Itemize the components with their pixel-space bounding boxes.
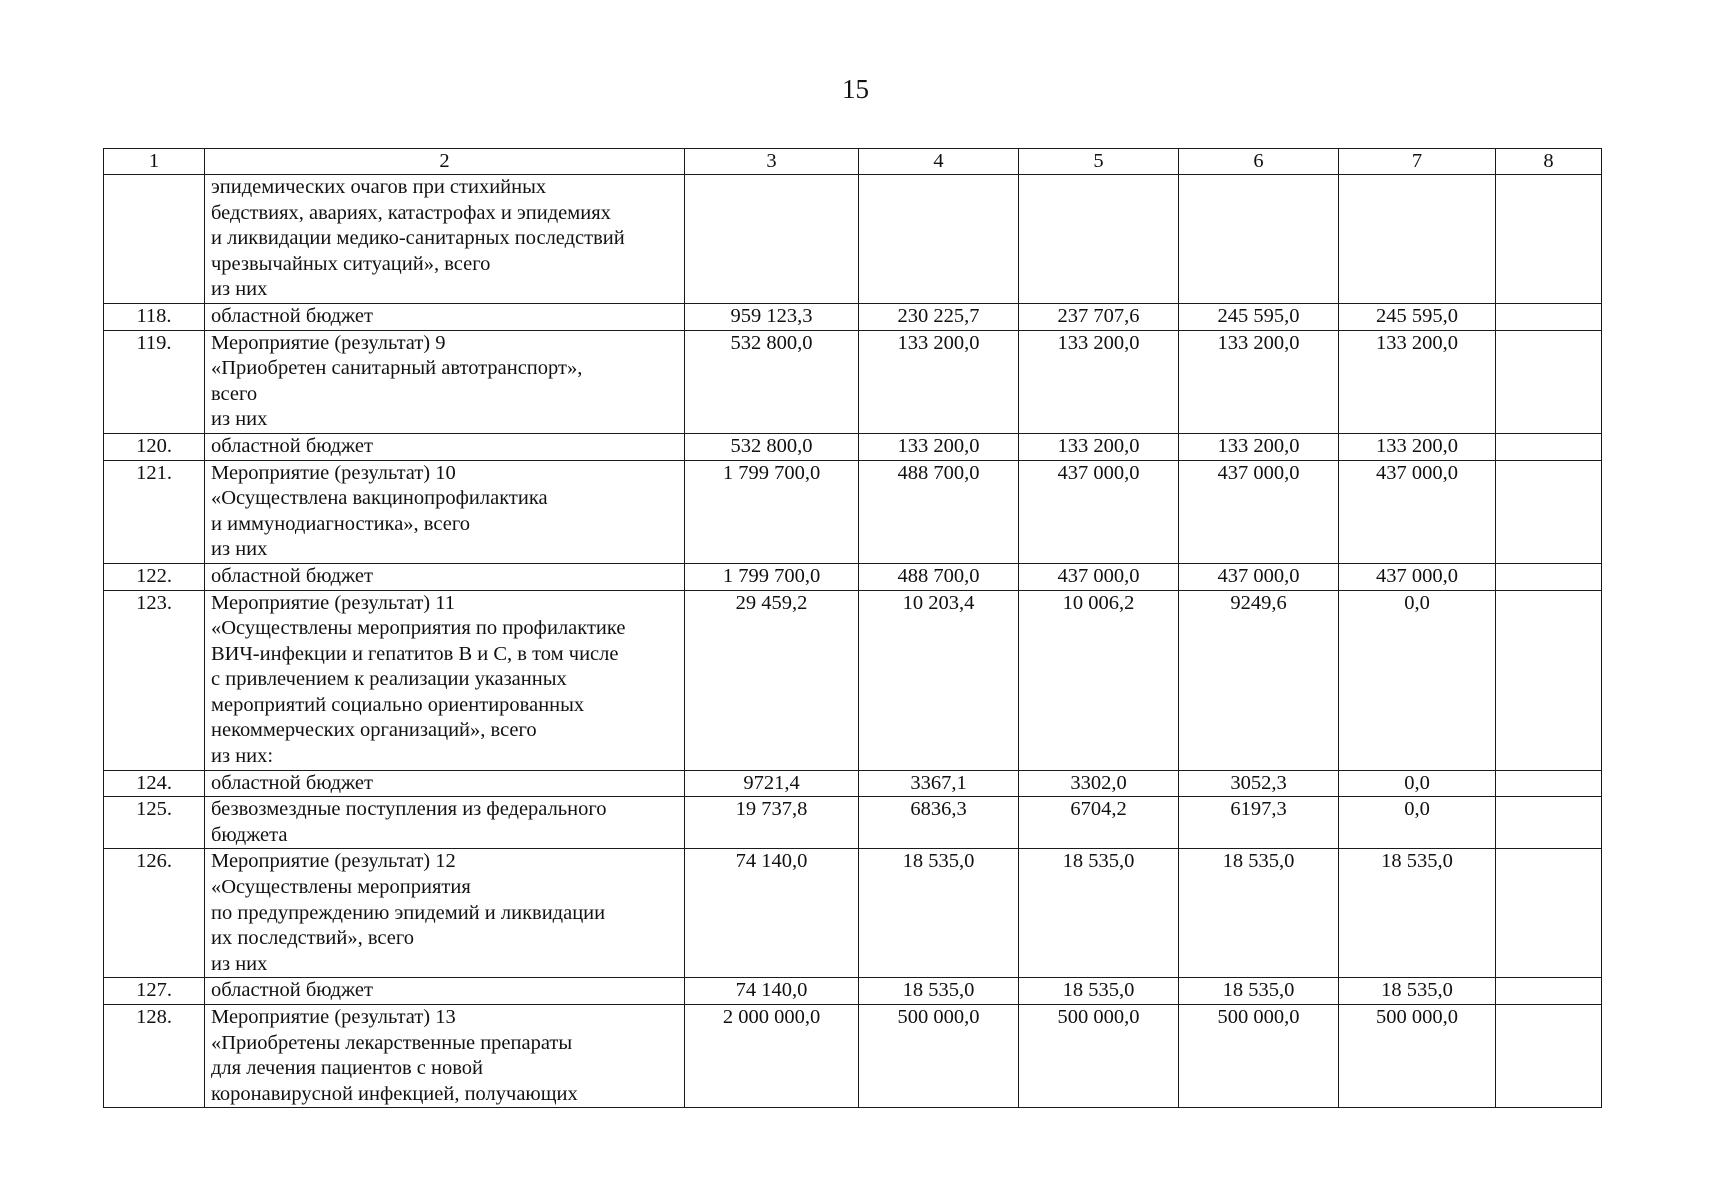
value-cell-col-7: 500 000,0 — [1339, 1005, 1496, 1108]
budget-table — [103, 148, 1602, 1108]
value-cell-col-3: 74 140,0 — [685, 978, 859, 1005]
table-row — [104, 1005, 1602, 1108]
row-description — [205, 978, 685, 1005]
value-cell-col-4 — [859, 175, 1019, 304]
value-cell-col-4: 18 535,0 — [859, 849, 1019, 978]
value-cell-col-3: 959 123,3 — [685, 303, 859, 330]
row-number: 123. — [104, 590, 205, 770]
page-number: 15 — [842, 74, 869, 104]
value-cell-col-5 — [1019, 175, 1179, 304]
table-row — [104, 978, 1602, 1005]
value-cell-col-3: 29 459,2 — [685, 590, 859, 770]
value-cell-col-3: 1 799 700,0 — [685, 460, 859, 563]
description-line: из них — [211, 408, 268, 431]
value-cell-col-7: 18 535,0 — [1339, 849, 1496, 978]
row-number: 120. — [104, 433, 205, 460]
value-cell-col-8 — [1496, 797, 1602, 849]
value-cell-col-7: 0,0 — [1339, 797, 1496, 849]
table-row — [104, 460, 1602, 563]
description-line: областной бюджет — [211, 434, 373, 457]
description-line: для лечения пациентов с новой — [211, 1057, 483, 1080]
row-number — [104, 175, 205, 304]
description-line: безвозмездные поступления из федерального — [211, 798, 607, 821]
row-description — [205, 590, 685, 770]
row-description — [205, 330, 685, 433]
value-cell-col-5: 437 000,0 — [1019, 563, 1179, 590]
table-row — [104, 433, 1602, 460]
description-line: и иммунодиагностика», всего — [211, 512, 470, 535]
row-number: 119. — [104, 330, 205, 433]
table-row — [104, 563, 1602, 590]
table-row — [104, 590, 1602, 770]
description-line: «Приобретены лекарственные препараты — [211, 1031, 573, 1054]
value-cell-col-5: 437 000,0 — [1019, 460, 1179, 563]
value-cell-col-5: 6704,2 — [1019, 797, 1179, 849]
value-cell-col-3: 532 800,0 — [685, 330, 859, 433]
value-cell-col-8 — [1496, 590, 1602, 770]
value-cell-col-7: 437 000,0 — [1339, 563, 1496, 590]
value-cell-col-4: 6836,3 — [859, 797, 1019, 849]
table-row — [104, 849, 1602, 978]
description-line: и ликвидации медико-санитарных последствий — [211, 227, 625, 250]
value-cell-col-8 — [1496, 303, 1602, 330]
value-cell-col-5: 133 200,0 — [1019, 433, 1179, 460]
description-line: мероприятий социально ориентированных — [211, 693, 585, 716]
row-number: 127. — [104, 978, 205, 1005]
column-header: 4 — [859, 149, 1019, 175]
row-number: 128. — [104, 1005, 205, 1108]
description-line: «Осуществлена вакцинопрофилактика — [211, 487, 548, 510]
value-cell-col-7: 245 595,0 — [1339, 303, 1496, 330]
value-cell-col-8 — [1496, 433, 1602, 460]
value-cell-col-7: 133 200,0 — [1339, 433, 1496, 460]
value-cell-col-8 — [1496, 978, 1602, 1005]
value-cell-col-7: 0,0 — [1339, 770, 1496, 797]
value-cell-col-6: 18 535,0 — [1179, 849, 1339, 978]
value-cell-col-4: 488 700,0 — [859, 563, 1019, 590]
value-cell-col-3 — [685, 175, 859, 304]
value-cell-col-6: 437 000,0 — [1179, 563, 1339, 590]
column-header: 5 — [1019, 149, 1179, 175]
value-cell-col-8 — [1496, 563, 1602, 590]
table-row — [104, 330, 1602, 433]
column-header: 8 — [1496, 149, 1602, 175]
value-cell-col-6: 245 595,0 — [1179, 303, 1339, 330]
value-cell-col-5: 500 000,0 — [1019, 1005, 1179, 1108]
description-line: эпидемических очагов при стихийных — [211, 176, 547, 198]
description-line: областной бюджет — [211, 771, 373, 794]
value-cell-col-6: 133 200,0 — [1179, 330, 1339, 433]
value-cell-col-4: 18 535,0 — [859, 978, 1019, 1005]
row-number: 118. — [104, 303, 205, 330]
description-line: областной бюджет — [211, 979, 373, 1002]
value-cell-col-8 — [1496, 460, 1602, 563]
row-description — [205, 433, 685, 460]
value-cell-col-6: 500 000,0 — [1179, 1005, 1339, 1108]
value-cell-col-8 — [1496, 1005, 1602, 1108]
value-cell-col-7: 18 535,0 — [1339, 978, 1496, 1005]
column-header: 1 — [104, 149, 205, 175]
description-line: областной бюджет — [211, 304, 373, 327]
description-line: ВИЧ-инфекции и гепатитов В и С, в том числе — [211, 642, 619, 665]
description-line: областной бюджет — [211, 564, 373, 587]
description-line: Мероприятие (результат) 10 — [211, 461, 456, 484]
row-number: 122. — [104, 563, 205, 590]
column-header: 3 — [685, 149, 859, 175]
value-cell-col-3: 1 799 700,0 — [685, 563, 859, 590]
row-description — [205, 563, 685, 590]
value-cell-col-3: 532 800,0 — [685, 433, 859, 460]
value-cell-col-4: 230 225,7 — [859, 303, 1019, 330]
description-line: с привлечением к реализации указанных — [211, 668, 567, 691]
description-line: бюджета — [211, 823, 288, 846]
row-description — [205, 1005, 685, 1108]
value-cell-col-3: 9721,4 — [685, 770, 859, 797]
value-cell-col-3: 19 737,8 — [685, 797, 859, 849]
description-line: Мероприятие (результат) 13 — [211, 1006, 456, 1028]
table-row — [104, 175, 1602, 304]
value-cell-col-5: 10 006,2 — [1019, 590, 1179, 770]
row-description — [205, 770, 685, 797]
value-cell-col-8 — [1496, 330, 1602, 433]
value-cell-col-8 — [1496, 849, 1602, 978]
value-cell-col-5: 18 535,0 — [1019, 849, 1179, 978]
value-cell-col-6: 18 535,0 — [1179, 978, 1339, 1005]
description-line: из них: — [211, 745, 274, 768]
value-cell-col-4: 500 000,0 — [859, 1005, 1019, 1108]
value-cell-col-3: 74 140,0 — [685, 849, 859, 978]
description-line: Мероприятие (результат) 12 — [211, 850, 456, 873]
value-cell-col-8 — [1496, 770, 1602, 797]
row-number: 124. — [104, 770, 205, 797]
column-number-row — [104, 149, 1602, 175]
value-cell-col-4: 133 200,0 — [859, 330, 1019, 433]
row-description — [205, 175, 685, 304]
row-number: 121. — [104, 460, 205, 563]
value-cell-col-4: 3367,1 — [859, 770, 1019, 797]
description-line: бедствиях, авариях, катастрофах и эпидемиях — [211, 201, 611, 224]
table-row — [104, 770, 1602, 797]
description-line: из них — [211, 952, 268, 975]
column-header: 7 — [1339, 149, 1496, 175]
description-line: из них — [211, 278, 268, 301]
column-header: 2 — [205, 149, 685, 175]
description-line: из них — [211, 538, 268, 561]
value-cell-col-6: 9249,6 — [1179, 590, 1339, 770]
value-cell-col-4: 133 200,0 — [859, 433, 1019, 460]
description-line: «Приобретен санитарный автотранспорт», — [211, 357, 583, 380]
description-line: их последствий», всего — [211, 927, 414, 950]
column-header: 6 — [1179, 149, 1339, 175]
value-cell-col-3: 2 000 000,0 — [685, 1005, 859, 1108]
value-cell-col-4: 10 203,4 — [859, 590, 1019, 770]
value-cell-col-6 — [1179, 175, 1339, 304]
table-row — [104, 797, 1602, 849]
row-description — [205, 303, 685, 330]
row-description — [205, 797, 685, 849]
value-cell-col-7 — [1339, 175, 1496, 304]
description-line: по предупреждению эпидемий и ликвидации — [211, 901, 606, 924]
value-cell-col-8 — [1496, 175, 1602, 304]
description-line: некоммерческих организаций», всего — [211, 719, 537, 742]
value-cell-col-6: 6197,3 — [1179, 797, 1339, 849]
description-line: Мероприятие (результат) 9 — [211, 331, 446, 354]
value-cell-col-7: 437 000,0 — [1339, 460, 1496, 563]
description-line: «Осуществлены мероприятия — [211, 876, 471, 899]
value-cell-col-4: 488 700,0 — [859, 460, 1019, 563]
row-description — [205, 849, 685, 978]
value-cell-col-5: 18 535,0 — [1019, 978, 1179, 1005]
description-line: коронавирусной инфекцией, получающих — [211, 1082, 578, 1105]
description-line: всего — [211, 382, 258, 405]
table-row — [104, 303, 1602, 330]
row-description — [205, 460, 685, 563]
value-cell-col-7: 133 200,0 — [1339, 330, 1496, 433]
description-line: чрезвычайных ситуаций», всего — [211, 252, 491, 275]
row-number: 126. — [104, 849, 205, 978]
value-cell-col-5: 237 707,6 — [1019, 303, 1179, 330]
value-cell-col-6: 3052,3 — [1179, 770, 1339, 797]
row-number: 125. — [104, 797, 205, 849]
value-cell-col-6: 133 200,0 — [1179, 433, 1339, 460]
value-cell-col-6: 437 000,0 — [1179, 460, 1339, 563]
value-cell-col-5: 133 200,0 — [1019, 330, 1179, 433]
value-cell-col-7: 0,0 — [1339, 590, 1496, 770]
value-cell-col-5: 3302,0 — [1019, 770, 1179, 797]
description-line: Мероприятие (результат) 11 — [211, 591, 455, 614]
table-body — [104, 175, 1602, 1108]
description-line: «Осуществлены мероприятия по профилактике — [211, 617, 626, 640]
